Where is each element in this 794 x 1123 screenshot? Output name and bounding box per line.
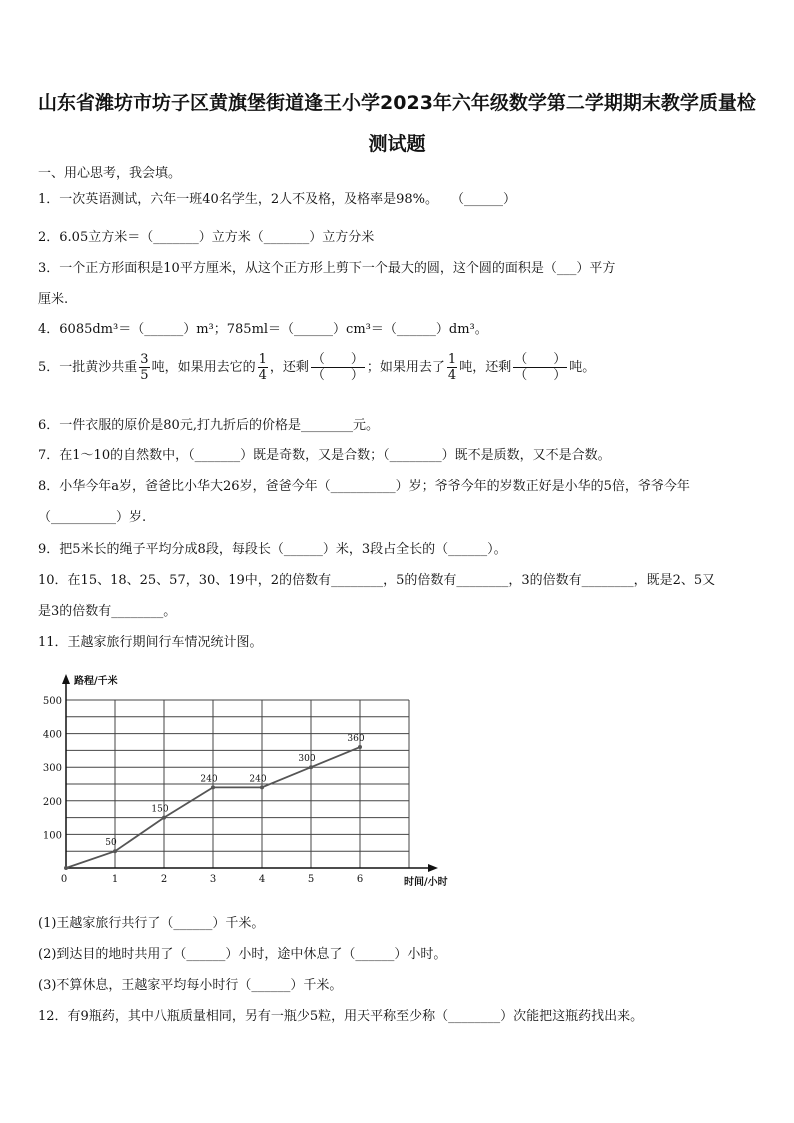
fraction-1-4-second [447,352,457,383]
section-heading: 一、用心思考，我会填。 [38,166,182,181]
chart-axes [62,674,438,872]
blank-fraction-2 [513,352,567,383]
x-axis-arrow [428,864,438,872]
data-point [113,849,117,853]
chart-grid [66,700,409,868]
data-point [162,816,166,820]
question-2: 2．6.05立方米＝（_______）立方米（_______）立方分米 [38,230,375,245]
data-label: 50 [105,838,117,849]
x-tick-label: 1 [111,874,119,885]
y-tick-label: 200 [42,796,62,808]
question-4: 4．6085dm³＝（______）m³；785ml＝（______）cm³＝（______）dm³。 [38,322,488,337]
data-point [260,785,264,789]
x-tick-label: 6 [356,874,364,885]
question-10-line-2: 是3的倍数有________。 [38,604,177,619]
x-tick-label: 2 [160,874,168,885]
question-11: 11．王越家旅行期间行车情况统计图。 [38,635,263,650]
question-12: 12．有9瓶药，其中八瓶质量相同，另有一瓶少5粒，用天平称至少称（________）次能把这瓶药找出来。 [38,1009,644,1024]
fraction-3-5 [139,352,149,383]
question-8-line-1: 8．小华今年a岁，爸爸比小华大26岁，爸爸今年（__________）岁；爷爷今年的岁数正好是小华的5倍，爷爷今年 [38,479,690,494]
y-tick-label: 500 [42,696,62,707]
y-axis-arrow [62,674,70,684]
fraction-denominator: 4 [258,368,267,383]
question-11-sub-2: (2)到达目的地时共用了（______）小时，途中休息了（______）小时。 [38,947,447,962]
page-title-line-1: 山东省潍坊市坊子区黄旗堡街道逢王小学2023年六年级数学第二学期期末教学质量检 [38,92,756,114]
y-tick-label: 100 [42,830,62,842]
question-8-line-2: （__________）岁. [38,510,147,525]
fraction-denominator: （ ） [311,368,364,383]
y-tick-label: 400 [42,729,62,741]
data-point [211,785,215,789]
page-title-line-2: 测试题 [368,133,426,155]
question-6: 6．一件衣服的原价是80元,打九折后的价格是________元。 [38,418,379,433]
fraction-denominator: 5 [140,368,149,383]
fraction-numerator: （ ） [514,352,567,367]
y-axis-title: 路程/千米 [74,676,118,687]
question-1: 1．一次英语测试，六年一班40名学生，2人不及格，及格率是98%。 （______） [38,192,516,207]
travel-line-chart [36,668,476,898]
data-label: 150 [151,804,169,815]
question-11-sub-1: (1)王越家旅行共行了（______）千米。 [38,916,265,931]
q5-text-1: 5．一批黄沙共重 [38,360,138,375]
x-tick-label: 4 [258,874,266,885]
fraction-numerator: （ ） [311,352,364,367]
x-tick-label: 3 [209,874,217,885]
fraction-1-4 [258,352,268,383]
x-axis-title: 时间/小时 [404,877,448,888]
question-10-line-1: 10．在15、18、25、57，30、19中，2的倍数有________，5的倍数有________，3的倍数有________，既是2、5又 [38,573,716,588]
data-point [64,866,68,870]
fraction-numerator: 1 [447,352,457,367]
q5-text-3: ，还剩 [269,360,309,375]
question-5 [38,352,595,383]
x-tick-label: 0 [60,874,68,885]
q5-text-4: ；如果用去了 [366,360,445,375]
fraction-denominator: （ ） [514,368,567,383]
data-point [358,745,362,749]
fraction-denominator: 4 [447,368,457,383]
y-tick-label: 300 [42,763,62,775]
q5-text-5: 吨，还剩 [459,360,512,375]
q5-text-6: 吨。 [569,360,596,375]
data-point [309,765,313,769]
data-label: 240 [249,774,267,785]
data-label: 360 [347,734,365,745]
q5-text-2: 吨，如果用去它的 [151,360,256,375]
x-tick-label: 5 [307,874,315,885]
question-9: 9．把5米长的绳子平均分成8段，每段长（______）米，3段占全长的（______）。 [38,542,507,557]
question-3-line-1: 3．一个正方形面积是10平方厘米，从这个正方形上剪下一个最大的圆，这个圆的面积是（___）平方 [38,261,616,276]
data-label: 240 [200,774,218,785]
question-3-line-2: 厘米. [38,292,69,307]
fraction-numerator: 1 [258,352,267,367]
question-11-sub-3: (3)不算休息，王越家平均每小时行（______）千米。 [38,978,343,993]
blank-fraction-1 [311,352,365,383]
fraction-numerator: 3 [140,352,149,367]
data-label: 300 [298,754,316,765]
question-7: 7．在1～10的自然数中，（_______）既是奇数，又是合数；（________）既不是质数，又不是合数。 [38,448,611,463]
